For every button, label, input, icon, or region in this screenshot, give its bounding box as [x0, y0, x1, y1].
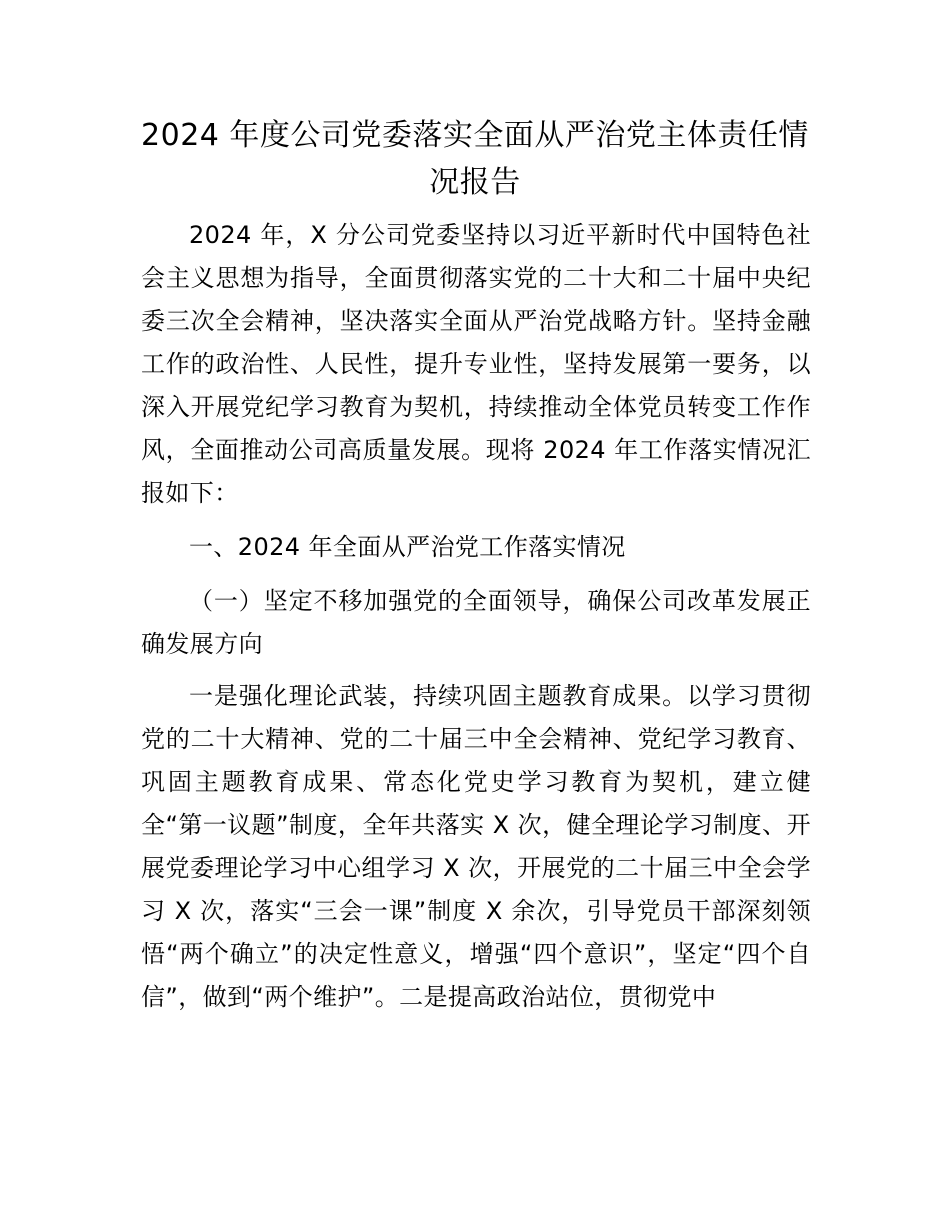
body-paragraph: 一是强化理论武装，持续巩固主题教育成果。以学习贯彻党的二十大精神、党的二十届三中全会精神、党纪学习教育、巩固主题教育成果、常态化党史学习教育为契机，建立健全“第一议题”制度，全年共落实 X 次，健全理论学习制度、开展党委理论学习中心组学习 X 次，开展党的二十届三中全会学习 X 次，落实“三会一课”制度 X 余次，引导党员干部深刻领悟“两个确立”的决定性意义，增强“四个意识”，坚定“四个自信”，做到“两个维护”。二是提高政治站位，贯彻党中	[141, 682, 811, 1011]
subsection-heading: （一）坚定不移加强党的全面领导，确保公司改革发展正确发展方向	[141, 587, 811, 658]
document-title: 2024 年度公司党委落实全面从严治党主体责任情况报告	[141, 118, 809, 200]
intro-paragraph: 2024 年，X 分公司党委坚持以习近平新时代中国特色社会主义思想为指导，全面贯彻落实党的二十大和二十届中央纪委三次全会精神，坚决落实全面从严治党战略方针。坚持金融工作的政治性、人民性，提升专业性，坚持发展第一要务，以深入开展党纪学习教育为契机，持续推动全体党员转变工作作风，全面推动公司高质量发展。现将 2024 年工作落实情况汇报如下：	[141, 221, 811, 507]
section-heading: 一、2024 年全面从严治党工作落实情况	[189, 533, 626, 561]
